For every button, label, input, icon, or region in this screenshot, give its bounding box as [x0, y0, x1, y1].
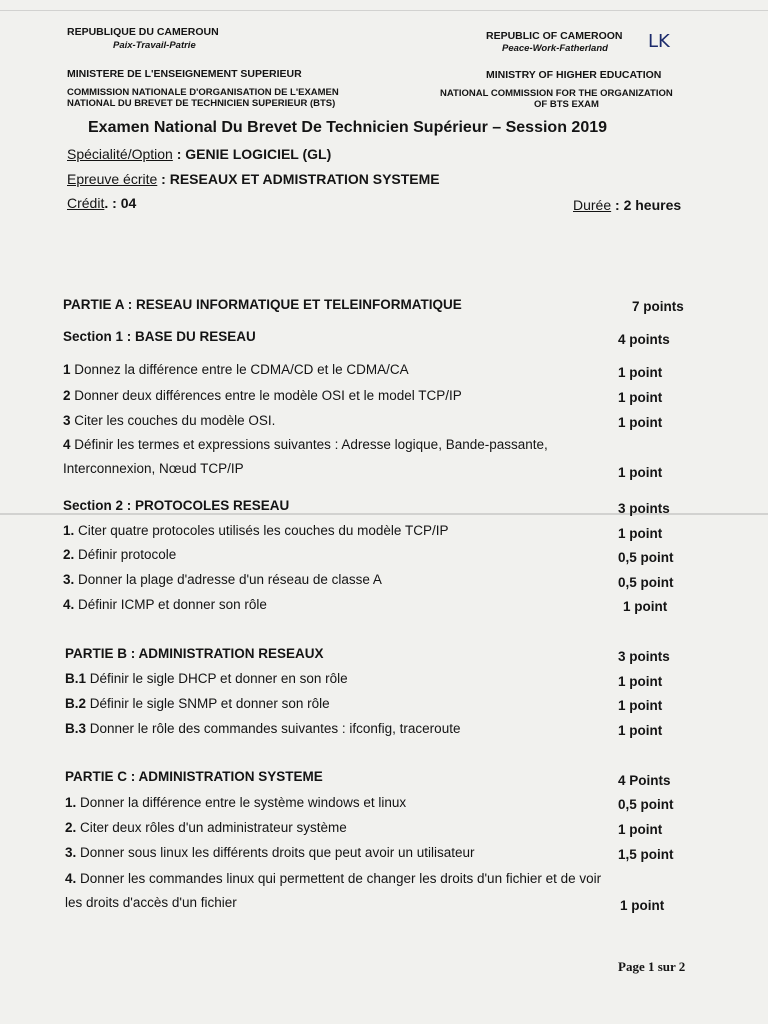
- speciality-label: Spécialité/Option: [67, 146, 173, 162]
- question-s1-3-points: 1 point: [618, 415, 663, 430]
- duree-value: : 2 heures: [611, 197, 682, 213]
- part-b-points: 3 points: [618, 649, 670, 664]
- duree-line: [573, 197, 681, 213]
- question-c4-cont: les droits d'accès d'un fichier: [65, 895, 237, 910]
- question-c2-points: 1 point: [618, 822, 663, 837]
- part-b-title: PARTIE B : ADMINISTRATION RESEAUX: [65, 646, 324, 661]
- question-s2-1-points: 1 point: [618, 526, 663, 541]
- question-s1-2-points: 1 point: [618, 390, 663, 405]
- question-s1-1-points: 1 point: [618, 365, 663, 380]
- question-s2-2: [63, 547, 176, 562]
- question-number: 3: [63, 413, 71, 428]
- question-number: 1.: [65, 795, 77, 810]
- page-number: Page 1 sur 2: [618, 959, 686, 974]
- motto-en: Peace-Work-Fatherland: [502, 43, 608, 54]
- credit-line: [67, 195, 136, 211]
- epreuve-value: : RESEAUX ET ADMISTRATION SYSTEME: [157, 171, 440, 187]
- question-s2-3-points: 0,5 point: [618, 575, 674, 590]
- question-text: Définir ICMP et donner son rôle: [74, 597, 267, 612]
- question-b2-points: 1 point: [618, 698, 663, 713]
- question-number: B.1: [65, 671, 87, 686]
- question-c3: [65, 845, 475, 860]
- speciality-value: : GENIE LOGICIEL (GL): [172, 146, 332, 162]
- question-c3-points: 1,5 point: [618, 847, 674, 862]
- question-s1-4-points: 1 point: [618, 465, 663, 480]
- commission-en-line2: OF BTS EXAM: [534, 99, 599, 110]
- question-number: 1: [63, 362, 71, 377]
- question-number: 4.: [63, 597, 75, 612]
- commission-en-line1: NATIONAL COMMISSION FOR THE ORGANIZATION: [440, 88, 673, 99]
- section-2-title: Section 2 : PROTOCOLES RESEAU: [63, 498, 290, 513]
- question-number: 1.: [63, 523, 75, 538]
- question-text: Citer les couches du modèle OSI.: [70, 413, 276, 428]
- section-2-points: 3 points: [618, 501, 670, 516]
- credit-label: Crédit: [67, 195, 105, 211]
- question-c1: [65, 795, 406, 810]
- question-text: Définir les termes et expressions suivantes : Adresse logique, Bande-passante,: [70, 437, 548, 452]
- question-number: B.2: [65, 696, 87, 711]
- question-s1-3: [63, 413, 275, 428]
- question-number: B.3: [65, 721, 87, 736]
- question-s2-4: [63, 597, 267, 612]
- question-number: 4: [63, 437, 71, 452]
- question-text: Donnez la différence entre le CDMA/CD et le CDMA/CA: [70, 362, 409, 377]
- question-s1-1: [63, 362, 409, 377]
- section-1-title: Section 1 : BASE DU RESEAU: [63, 329, 256, 344]
- ministry-en: MINISTRY OF HIGHER EDUCATION: [486, 69, 662, 81]
- question-s2-1: [63, 523, 448, 538]
- question-s2-3: [63, 572, 382, 587]
- question-text: Donner sous linux les différents droits que peut avoir un utilisateur: [76, 845, 475, 860]
- ministry-fr: MINISTERE DE L'ENSEIGNEMENT SUPERIEUR: [67, 68, 302, 80]
- country-fr: REPUBLIQUE DU CAMEROUN: [67, 26, 219, 38]
- duree-label: Durée: [573, 197, 612, 213]
- question-number: 4.: [65, 871, 77, 886]
- part-a-points: 7 points: [632, 299, 684, 314]
- speciality-line: [67, 146, 331, 162]
- question-number: 2: [63, 388, 71, 403]
- question-s1-2: [63, 388, 462, 403]
- question-s1-4-cont: Interconnexion, Nœud TCP/IP: [63, 461, 244, 476]
- question-text: Citer deux rôles d'un administrateur système: [76, 820, 347, 835]
- question-text: Donner les commandes linux qui permettent de changer les droits d'un fichier et de voir: [76, 871, 602, 886]
- question-s2-4-points: 1 point: [623, 599, 668, 614]
- epreuve-line: [67, 171, 440, 187]
- motto-fr: Paix-Travail-Patrie: [113, 40, 196, 51]
- exam-title: Examen National Du Brevet De Technicien Supérieur – Session 2019: [88, 119, 608, 136]
- question-text: Citer quatre protocoles utilisés les couches du modèle TCP/IP: [74, 523, 449, 538]
- question-c2: [65, 820, 347, 835]
- part-c-points: 4 Points: [618, 773, 671, 788]
- credit-value: . : 04: [104, 195, 137, 211]
- question-text: Donner la différence entre le système windows et linux: [76, 795, 407, 810]
- question-number: 2.: [63, 547, 75, 562]
- paper-top-edge: [0, 10, 768, 11]
- question-b1: [65, 671, 348, 686]
- commission-fr-line2: NATIONAL DU BREVET DE TECHNICIEN SUPERIEUR (BTS): [67, 98, 336, 109]
- part-c-title: PARTIE C : ADMINISTRATION SYSTEME: [65, 769, 323, 784]
- section-1-points: 4 points: [618, 332, 670, 347]
- question-number: 2.: [65, 820, 77, 835]
- question-text: Définir le sigle DHCP et donner en son rôle: [86, 671, 348, 686]
- question-b3-points: 1 point: [618, 723, 663, 738]
- country-en: REPUBLIC OF CAMEROON: [486, 30, 623, 42]
- question-b1-points: 1 point: [618, 674, 663, 689]
- question-number: 3.: [65, 845, 77, 860]
- question-text: Donner le rôle des commandes suivantes : ifconfig, traceroute: [86, 721, 461, 736]
- question-b3: [65, 721, 460, 736]
- question-number: 3.: [63, 572, 75, 587]
- question-c4: [65, 871, 601, 886]
- epreuve-label: Epreuve écrite: [67, 171, 158, 187]
- question-s1-4: [63, 437, 548, 452]
- question-text: Donner deux différences entre le modèle OSI et le model TCP/IP: [70, 388, 462, 403]
- question-c1-points: 0,5 point: [618, 797, 674, 812]
- question-c4-points: 1 point: [620, 898, 665, 913]
- question-s2-2-points: 0,5 point: [618, 550, 674, 565]
- question-text: Donner la plage d'adresse d'un réseau de classe A: [74, 572, 382, 587]
- commission-fr-line1: COMMISSION NATIONALE D'ORGANISATION DE L'EXAMEN: [67, 87, 339, 98]
- question-text: Définir protocole: [74, 547, 177, 562]
- question-b2: [65, 696, 330, 711]
- part-a-title: PARTIE A : RESEAU INFORMATIQUE ET TELEINFORMATIQUE: [63, 297, 462, 312]
- question-text: Définir le sigle SNMP et donner son rôle: [86, 696, 330, 711]
- handwritten-initials: LK: [648, 31, 670, 52]
